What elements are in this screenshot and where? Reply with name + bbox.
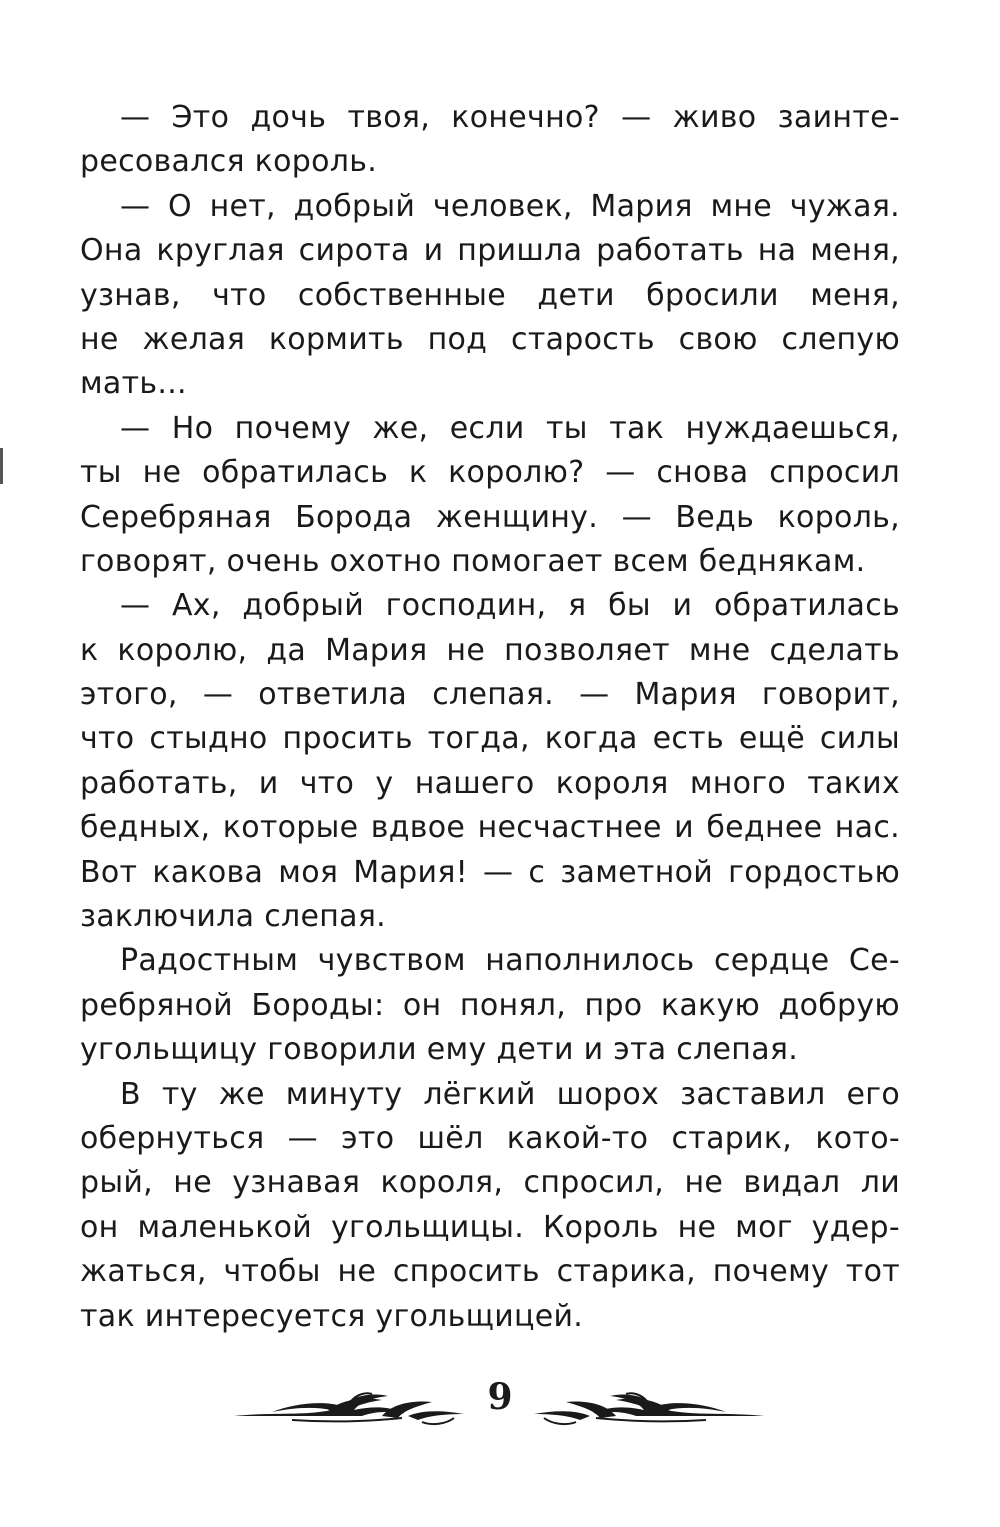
text-line: рый, не узнавая короля, спросил, не видал ли bbox=[80, 1165, 900, 1201]
page-footer bbox=[0, 1372, 1000, 1452]
text-line: Вот какова моя Мария! — с заметной гордостью bbox=[80, 854, 900, 890]
text-line: этого, — ответила слепая. — Мария говорит, bbox=[80, 677, 900, 713]
text-line: он маленькой угольщицы. Король не мог удер- bbox=[80, 1209, 900, 1245]
text-line: не желая кормить под старость свою слепую bbox=[80, 321, 900, 357]
text-line: ребряной Бороды: он понял, про какую добрую bbox=[80, 987, 900, 1023]
text-line: В ту же минуту лёгкий шорох заставил его bbox=[120, 1076, 900, 1112]
text-line: — Но почему же, если ты так нуждаешься, bbox=[120, 410, 900, 446]
text-line: — Ах, добрый господин, я бы и обратилась bbox=[120, 588, 900, 624]
left-ornament-icon bbox=[232, 1386, 468, 1428]
page-edge-mark bbox=[0, 448, 3, 484]
text-line: что стыдно просить тогда, когда есть ещё силы bbox=[80, 721, 900, 757]
text-line: работать, и что у нашего короля много таких bbox=[80, 765, 900, 801]
text-line: ресовался король. bbox=[80, 144, 378, 180]
text-line: обернуться — это шёл какой-то старик, кото- bbox=[80, 1120, 900, 1156]
text-line: к королю, да Мария не позволяет мне сделать bbox=[80, 632, 900, 668]
page-number: 9 bbox=[487, 1376, 513, 1418]
text-line: — Это дочь твоя, конечно? — живо заинте- bbox=[120, 100, 900, 135]
text-line: мать... bbox=[80, 366, 187, 402]
text-line: угольщицу говорили ему дети и эта слепая. bbox=[80, 1032, 799, 1068]
text-line: Она круглая сирота и пришла работать на меня, bbox=[80, 233, 900, 269]
text-line: заключила слепая. bbox=[80, 899, 387, 935]
text-line: бедных, которые вдвое несчастнее и беднее нас. bbox=[80, 810, 900, 846]
text-line: жаться, чтобы не спросить старика, почему тот bbox=[80, 1254, 900, 1290]
text-line: — О нет, добрый человек, Мария мне чужая. bbox=[120, 188, 900, 224]
text-line: Серебряная Борода женщину. — Ведь король, bbox=[80, 499, 900, 535]
text-line: Радостным чувством наполнилось сердце Се- bbox=[120, 943, 900, 979]
text-line: узнав, что собственные дети бросили меня, bbox=[80, 277, 900, 313]
body-text bbox=[80, 96, 900, 1339]
right-ornament-icon bbox=[530, 1386, 766, 1428]
text-line: говорят, очень охотно помогает всем беднякам. bbox=[80, 543, 866, 579]
text-line: ты не обратилась к королю? — снова спросил bbox=[80, 455, 900, 491]
text-line: так интересуется угольщицей. bbox=[80, 1298, 584, 1334]
